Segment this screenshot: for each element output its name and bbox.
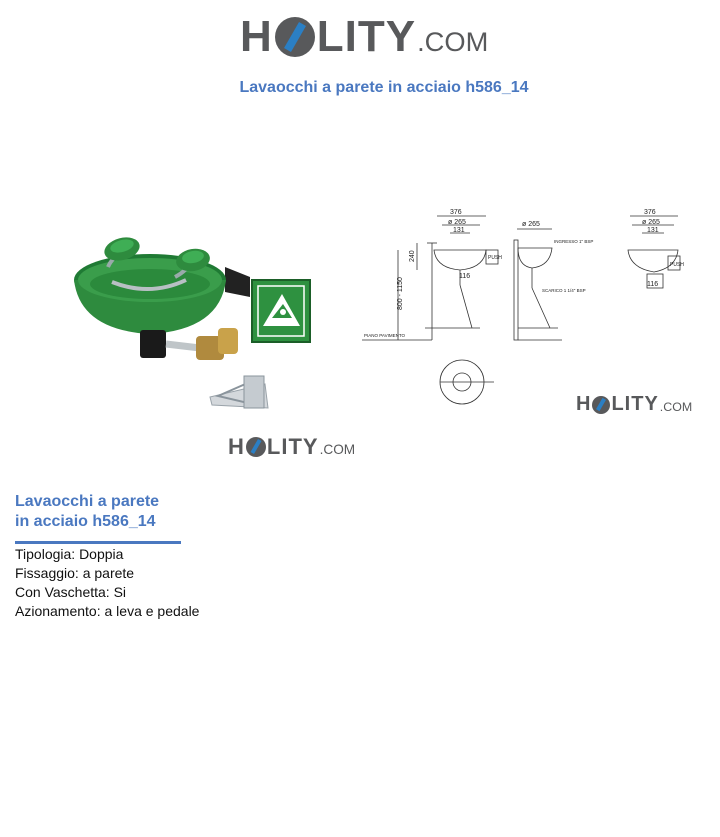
heading-divider <box>15 541 181 544</box>
technical-drawing <box>362 200 702 415</box>
dim-265-middle: ø 265 <box>522 221 540 228</box>
dim-265-right: ø 265 <box>642 219 660 226</box>
header-logo[interactable] <box>240 12 500 68</box>
product-heading-line1: Lavaocchi a parete <box>15 493 160 510</box>
drain-label: SCARICO 1 1/4" BSP <box>542 288 586 293</box>
spec-vaschetta: Con Vaschetta: Si <box>15 584 127 600</box>
logo-o-icon <box>275 17 315 57</box>
photo-watermark-logo: H LITY .COM <box>228 434 356 459</box>
product-photo <box>0 112 360 472</box>
drawing-watermark-logo: H LITY .COM <box>576 393 693 415</box>
inlet-label: INGRESSO 1" BSP <box>554 239 594 244</box>
spec-list <box>15 545 199 621</box>
logo-suffix: .COM <box>417 25 489 57</box>
eyewash-safety-sign-icon <box>252 280 310 342</box>
floor-label: PIANO PAVIMENTO <box>364 333 406 338</box>
dim-131-right: 131 <box>647 227 659 234</box>
logo-text: LITY <box>316 12 417 61</box>
dim-116-right: 116 <box>647 281 659 288</box>
push-label-right: PUSH <box>670 262 684 268</box>
dim-240: 240 <box>409 250 416 262</box>
spec-fissaggio: Fissaggio: a parete <box>15 565 135 581</box>
spec-azionamento: Azionamento: a leva e pedale <box>15 603 200 619</box>
dim-376-left: 376 <box>450 209 462 216</box>
product-heading <box>15 492 255 532</box>
push-label-left: PUSH <box>488 255 502 261</box>
logo-o-icon <box>246 437 266 457</box>
dim-376-right: 376 <box>644 209 656 216</box>
product-heading-line2: in acciaio h586_14 <box>15 513 156 530</box>
spec-tipologia: Tipologia: Doppia <box>15 546 124 562</box>
dim-131-left: 131 <box>453 227 465 234</box>
page-title: Lavaocchi a parete in acciaio h586_14 <box>239 79 529 96</box>
logo-o-icon <box>592 396 610 414</box>
dim-265-left: ø 265 <box>448 219 466 226</box>
dim-116-left: 116 <box>459 273 471 280</box>
logo-h: H <box>240 12 273 61</box>
dim-height: 800 - 1150 <box>397 277 404 310</box>
